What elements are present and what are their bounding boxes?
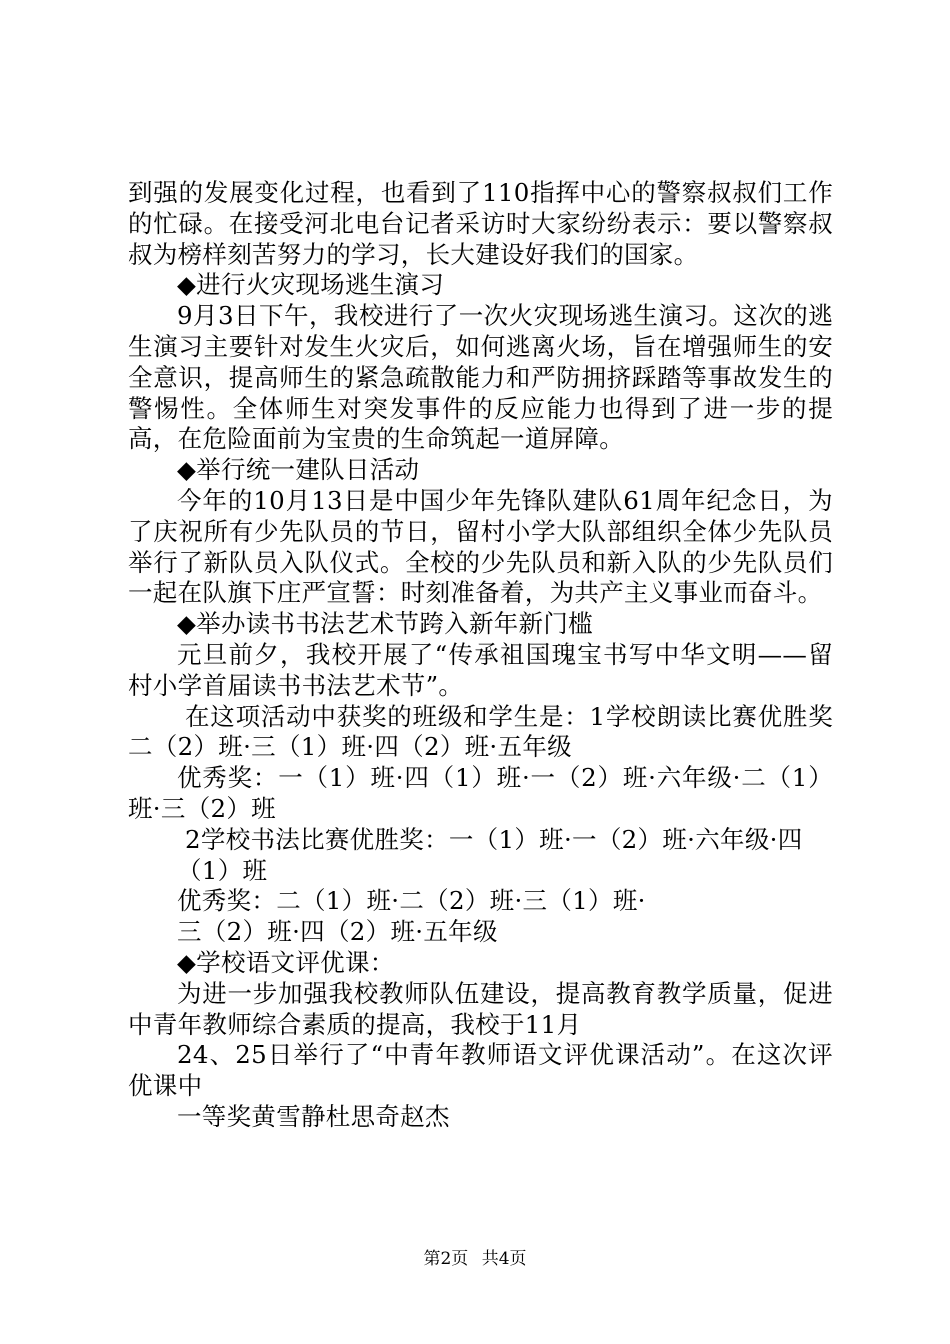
paragraph: 到强的发展变化过程，也看到了110指挥中心的警察叔叔们工作的忙碌。在接受河北电台记者采访时大家纷纷表示：要以警察叔叔为榜样刻苦努力的学习，长大建设好我们的国家。 (128, 178, 833, 269)
paragraph: 今年的10月13日是中国少年先锋队建队61周年纪念日，为了庆祝所有少先队员的节日，留村小学大队部组织全体少先队员举行了新队员入队仪式。全校的少先队员和新入队的少先队员们一起在队旗下庄严宣誓：时刻准备着，为共产主义事业而奋斗。 (128, 485, 833, 608)
paragraph: 2学校书法比赛优胜奖：一（1）班·一（2）班·六年级·四 (185, 824, 803, 854)
paragraph: 优秀奖：二（1）班·二（2）班·三（1）班· (177, 886, 646, 916)
page-number: 第2页 (423, 1249, 469, 1269)
page-footer (0, 1244, 950, 1269)
section-heading: ◆进行火灾现场逃生演习 (177, 270, 445, 300)
section-heading: ◆举办读书书法艺术节跨入新年新门槛 (177, 609, 593, 639)
paragraph: 元旦前夕，我校开展了“传承祖国瑰宝书写中华文明——留村小学首届读书书法艺术节”。 (128, 639, 833, 700)
document-body (128, 178, 833, 1133)
paragraph: 为进一步加强我校教师队伍建设，提高教育教学质量，促进中青年教师综合素质的提高，我校于11月 (128, 978, 833, 1039)
paragraph: 在这项活动中获奖的班级和学生是：1学校朗读比赛优胜奖二（2）班·三（1）班·四（2）班·五年级 (128, 701, 833, 762)
paragraph: 9月3日下午，我校进行了一次火灾现场逃生演习。这次的逃生演习主要针对发生火灾后，如何逃离火场，旨在增强师生的安全意识，提高师生的紧急疏散能力和严防拥挤踩踏等事故发生的警惕性。全体师生对突发事件的反应能力也得到了进一步的提高，在危险面前为宝贵的生命筑起一道屏障。 (128, 301, 833, 454)
paragraph: 三（2）班·四（2）班·五年级 (177, 917, 498, 947)
section-heading: ◆举行统一建队日活动 (177, 455, 420, 485)
page-total: 共4页 (481, 1249, 527, 1269)
paragraph: 24、25日举行了“中青年教师语文评优课活动”。在这次评优课中 (128, 1040, 833, 1101)
paragraph: 优秀奖：一（1）班·四（1）班·一（2）班·六年级·二（1）班·三（2）班 (128, 763, 833, 823)
paragraph: 一等奖黄雪静杜思奇赵杰 (177, 1101, 450, 1131)
paragraph: （1）班 (177, 855, 268, 885)
section-heading: ◆学校语文评优课： (177, 947, 395, 977)
